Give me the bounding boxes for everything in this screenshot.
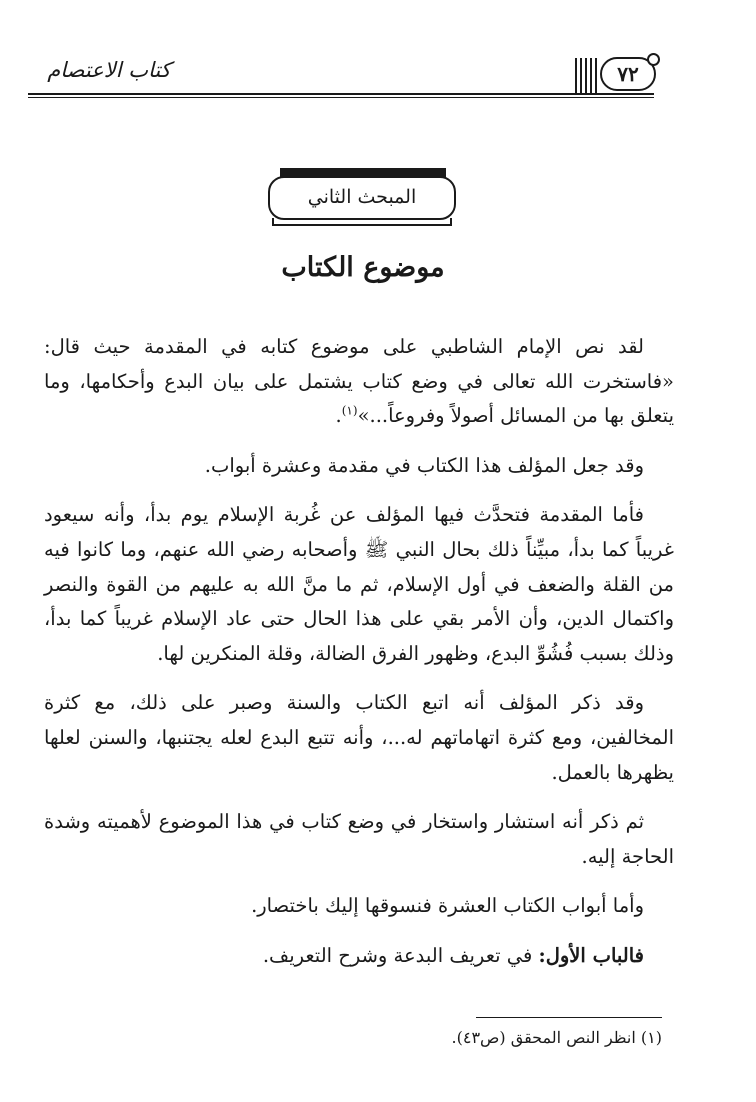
paragraph-1-text: لقد نص الإمام الشاطبي على موضوع كتابه في المقدمة حيث قال: «فاستخرت الله تعالى في وضع كتاب يشتمل على بيان البدع وأحكامها، وما يتعلق بها من المسائل أصولاً وفروعاً...» [44,335,674,428]
chapter-one-label: فالباب الأول: [538,943,644,967]
body-text [44,330,674,989]
footnote-separator [476,1017,662,1018]
header-rule-thin [28,97,654,98]
paragraph-7-text: في تعريف البدعة وشرح التعريف. [262,943,539,967]
paragraph-4: وقد ذكر المؤلف أنه اتبع الكتاب والسنة وصبر على ذلك، مع كثرة المخالفين، ومع كثرة اتهاماتهم له...، وأنه تتبع البدع لعله يجتنبها، والسنن لعلها يظهرها بالعمل. [44,691,674,784]
paragraph-6: وأما أبواب الكتاب العشرة فنسوقها إليك باختصار. [251,894,644,918]
header-ornament [575,58,599,93]
paragraph-3: فأما المقدمة فتحدَّث فيها المؤلف عن غُربة الإسلام يوم بدأ، وأنه سيعود غريباً كما بدأ، مبيِّناً ذلك بحال النبي ﷺ وأصحابه رضي الله عنهم، وما كانوا فيه من القلة والضعف في أول الإسلام، ثم ما منَّ الله به عليهم من القوة والنصر واكتمال الدين، وأن الأمر بقي على هذا الحال حتى عاد الإسلام غريباً كما بدأ، وذلك بسبب فُشُوِّ البدع، وظهور الفرق الضالة، وقلة المنكرين لها. [44,503,674,665]
paragraph-2: وقد جعل المؤلف هذا الكتاب في مقدمة وعشرة أبواب. [204,453,644,477]
paragraph-7 [44,939,674,974]
paragraph-5: ثم ذكر أنه استشار واستخار في وضع كتاب في هذا الموضوع لأهميته وشدة الحاجة إليه. [44,810,674,868]
paragraph-1-end: . [335,404,342,428]
paragraph-1 [44,330,674,434]
footnote-ref[interactable]: (١) [341,403,358,418]
book-title: كتاب الاعتصام [47,58,171,82]
page-number: ٧٢ [600,57,656,91]
section-tag-label: المبحث الثاني [268,176,456,220]
section-tag-base [272,218,452,226]
section-tag [268,168,458,230]
page-header [0,0,756,110]
header-rule [28,93,654,95]
chapter-title: موضوع الكتاب [281,252,445,283]
footnote: (١) انظر النص المحقق (ص٤٣). [451,1028,662,1047]
